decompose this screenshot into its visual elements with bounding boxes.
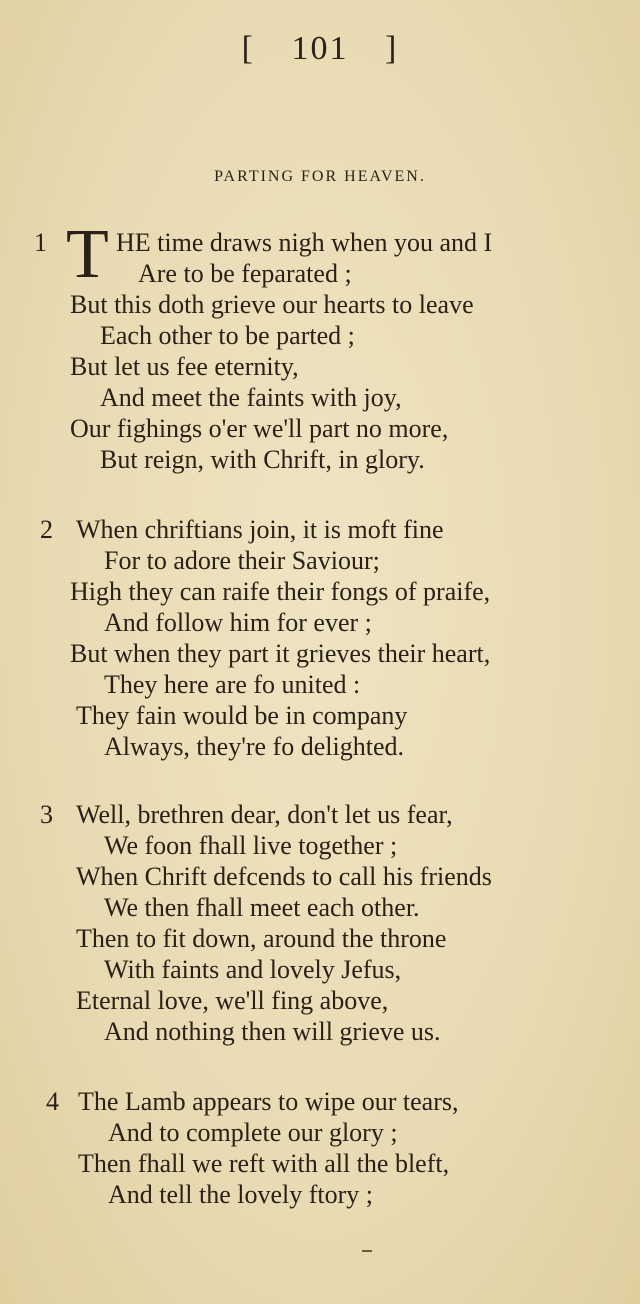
stanza-line: High they can raife their fongs of praife, [70, 577, 491, 606]
stanza-line: And meet the faints with joy, [100, 383, 402, 412]
hymn-title: PARTING FOR HEAVEN. [214, 168, 426, 185]
drop-cap: T [66, 216, 109, 293]
stanza-line: When chriftians join, it is moft fine [76, 515, 444, 544]
stanza-line: And nothing then will grieve us. [104, 1017, 441, 1046]
stanza-number: 4 [46, 1087, 59, 1116]
stanza-line: But let us fee eternity, [70, 352, 299, 381]
printer-mark [362, 1250, 372, 1252]
stanza-line: Our fighings o'er we'll part no more, [70, 414, 449, 443]
stanza-line: When Chrift defcends to call his friends [76, 862, 492, 891]
stanza-number: 1 [34, 228, 47, 257]
stanza-line: Are to be feparated ; [138, 259, 352, 288]
stanza-line: Each other to be parted ; [100, 321, 355, 350]
stanza-line: Then fhall we reft with all the bleft, [78, 1149, 450, 1178]
stanza-line: HE time draws nigh when you and I [116, 228, 493, 257]
stanza-number: 2 [40, 515, 53, 544]
stanza-line: Then to fit down, around the throne [76, 924, 447, 953]
stanza-line: But this doth grieve our hearts to leave [70, 290, 474, 319]
stanza-line: And to complete our glory ; [108, 1118, 398, 1147]
stanza-line: For to adore their Saviour; [104, 546, 380, 575]
stanza-line: But when they part it grieves their heart, [70, 639, 491, 668]
stanza-line: Eternal love, we'll fing above, [76, 986, 389, 1015]
stanza-number: 3 [40, 800, 53, 829]
stanza-line: And tell the lovely ftory ; [108, 1180, 374, 1209]
stanza-line: They fain would be in company [76, 701, 408, 730]
stanza-line: Always, they're fo delighted. [104, 732, 404, 761]
stanza-line: But reign, with Chrift, in glory. [100, 445, 425, 474]
stanza-line: We then fhall meet each other. [104, 893, 420, 922]
stanza-line: And follow him for ever ; [104, 608, 372, 637]
page-number: [ 101 ] [241, 30, 399, 67]
stanza-line: Well, brethren dear, don't let us fear, [76, 800, 453, 829]
stanza-line: We foon fhall live together ; [104, 831, 398, 860]
stanza-line: With faints and lovely Jefus, [104, 955, 402, 984]
stanza-line: They here are fo united : [104, 670, 361, 699]
stanza-line: The Lamb appears to wipe our tears, [78, 1087, 459, 1116]
